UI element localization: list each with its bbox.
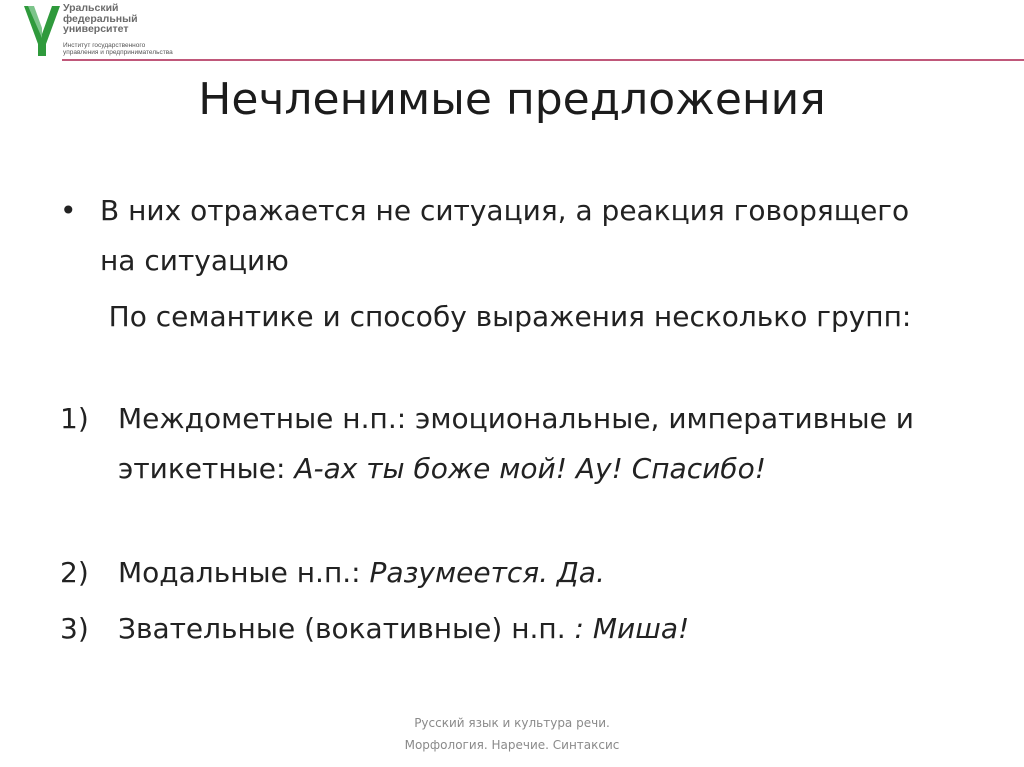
list-text — [118, 604, 978, 654]
slide-footer — [0, 712, 1024, 756]
list-number: 3) — [60, 612, 89, 645]
footer-line-1: Русский язык и культура речи. — [414, 716, 610, 730]
item-example: Разумеется. Да. — [369, 556, 605, 589]
header-divider — [62, 59, 1024, 61]
list-number: 1) — [60, 402, 89, 435]
urfu-logo-icon — [22, 4, 62, 58]
item-description: Звательные (вокативные) н.п. — [118, 612, 575, 645]
item-description: Модальные н.п.: — [118, 556, 370, 589]
institute-name: Институт государственного управления и предпринимательства — [63, 42, 173, 56]
item-description: Междометные н.п.: эмоциональные, императивные и этикетные: — [118, 402, 914, 485]
item-example: А-ах ты боже мой! Ау! Спасибо! — [294, 452, 766, 485]
slide-title: Нечленимые предложения — [198, 74, 826, 125]
list-text — [118, 394, 978, 494]
footer-line-2: Морфология. Наречие. Синтаксис — [404, 738, 620, 752]
list-text — [118, 548, 978, 598]
bullet-text: В них отражается не ситуация, а реакция говорящего на ситуацию — [100, 194, 910, 277]
university-name: Уральский федеральный университет — [63, 2, 138, 35]
item-example: : Миша! — [574, 612, 690, 645]
intro-text: По семантике и способу выражения несколько групп: — [108, 300, 912, 333]
bullet-icon: • — [60, 194, 77, 227]
header — [0, 0, 1024, 66]
list-number: 2) — [60, 556, 89, 589]
